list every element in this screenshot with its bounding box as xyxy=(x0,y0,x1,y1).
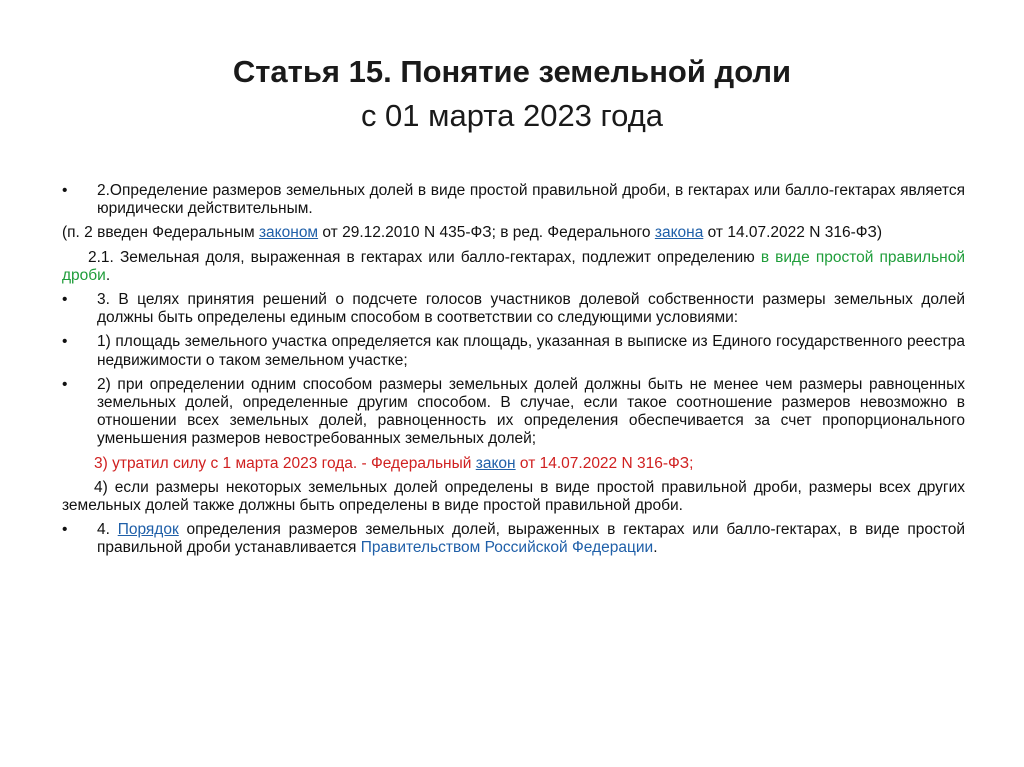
condition-3-text: 3) утратил силу с 1 марта 2023 года. - Федеральный xyxy=(94,454,476,472)
condition-3-end: от 14.07.2022 N 316-ФЗ; xyxy=(515,454,694,472)
paragraph-4-end: . xyxy=(653,539,658,557)
paragraph-4 xyxy=(62,521,965,557)
paragraph-2-text: 2.Определение размеров земельных долей в виде простой правильной дроби, в гектарах или балло-гектарах является юридически действительным. xyxy=(97,182,965,218)
bullet-marker: • xyxy=(62,375,68,393)
bullet-marker: • xyxy=(62,333,68,351)
paragraph-4-text: определения размеров земельных долей, выраженных в гектарах или балло-гектарах, в виде простой правильной дроби устанавливается xyxy=(97,521,965,557)
law-link-2010[interactable]: законом xyxy=(258,224,319,242)
condition-4 xyxy=(62,479,965,515)
condition-3-repealed xyxy=(62,455,965,473)
procedure-link[interactable]: Порядок xyxy=(117,521,179,539)
note-text-middle: от 29.12.2010 N 435-ФЗ; в ред. Федерального xyxy=(318,224,655,242)
note-text-end: от 14.07.2022 N 316-ФЗ) xyxy=(703,224,883,242)
condition-2-text: 2) при определении одним способом размеры земельных долей должны быть не менее чем размеры равноценных земельных долей, определенные другим способом. В случае, если такое соотношение размеров невозможно в отношении всех земельных долей, равноценность их определения обеспечивается за счет пропорционального уменьшения размеров невостребованных земельных долей; xyxy=(97,375,965,448)
page-title xyxy=(60,50,964,138)
condition-1 xyxy=(62,333,965,369)
condition-1-text: 1) площадь земельного участка определяется как площадь, указанная в выписке из Единого государственного реестра недвижимости о таком земельном участке; xyxy=(97,333,965,369)
paragraph-2-1 xyxy=(62,249,965,285)
government-link[interactable]: Правительством Российской Федерации xyxy=(360,539,654,557)
law-link-316[interactable]: закон xyxy=(475,454,516,472)
bullet-marker: • xyxy=(62,182,68,199)
bullet-marker: • xyxy=(62,521,68,539)
paragraph-3 xyxy=(62,291,965,327)
paragraph-2-note xyxy=(62,224,965,242)
bullet-marker: • xyxy=(62,291,68,309)
paragraph-4-number: 4. xyxy=(97,521,118,539)
paragraph-2-1-text: 2.1. Земельная доля, выраженная в гектарах или балло-гектарах, подлежит определению xyxy=(88,248,761,266)
title-line-2: с 01 марта 2023 года xyxy=(360,98,664,133)
paragraph-2 xyxy=(62,182,965,218)
condition-4-text: 4) если размеры некоторых земельных долей определены в виде простой правильной дроби, размеры всех других земельных долей также должны быть определены в виде простой правильной дроби. xyxy=(62,478,965,515)
highlighted-phrase: в виде простой правильной дроби xyxy=(62,248,965,284)
title-line-1: Статья 15. Понятие земельной доли xyxy=(232,54,792,89)
condition-2 xyxy=(62,376,965,449)
paragraph-3-text: 3. В целях принятия решений о подсчете голосов участников долевой собственности размеры земельных долей должны быть определены единым способом в соответствии со следующими условиями: xyxy=(97,291,965,327)
paragraph-2-1-end: . xyxy=(105,266,111,284)
article-body xyxy=(62,182,965,564)
law-link-2022[interactable]: закона xyxy=(654,224,704,242)
note-text-start: (п. 2 введен Федеральным xyxy=(62,224,259,242)
